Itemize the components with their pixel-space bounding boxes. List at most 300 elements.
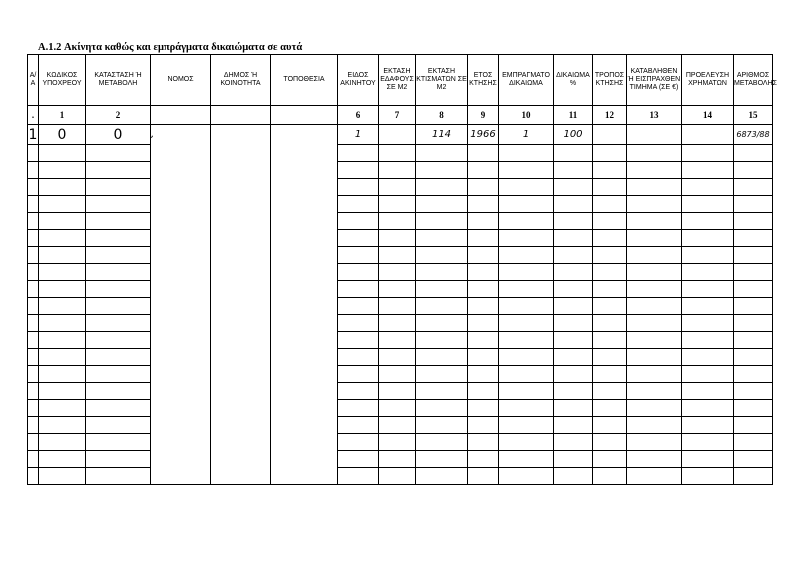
empty-cell[interactable] — [593, 298, 627, 315]
empty-cell[interactable] — [151, 400, 211, 417]
empty-cell[interactable] — [271, 298, 338, 315]
empty-cell[interactable] — [271, 247, 338, 264]
empty-cell[interactable] — [554, 162, 593, 179]
empty-cell[interactable] — [151, 366, 211, 383]
empty-cell[interactable] — [416, 383, 468, 400]
empty-cell[interactable] — [28, 179, 39, 196]
empty-cell[interactable] — [39, 213, 86, 230]
empty-cell[interactable] — [151, 162, 211, 179]
empty-cell[interactable] — [271, 417, 338, 434]
empty-cell[interactable] — [734, 366, 773, 383]
empty-cell[interactable] — [338, 247, 379, 264]
empty-cell[interactable] — [379, 145, 416, 162]
cell-location[interactable] — [271, 125, 338, 145]
empty-cell[interactable] — [28, 383, 39, 400]
empty-cell[interactable] — [593, 468, 627, 485]
empty-cell[interactable] — [499, 179, 554, 196]
empty-cell[interactable] — [151, 315, 211, 332]
empty-cell[interactable] — [151, 383, 211, 400]
empty-cell[interactable] — [28, 281, 39, 298]
empty-cell[interactable] — [28, 196, 39, 213]
empty-cell[interactable] — [379, 230, 416, 247]
empty-cell[interactable] — [338, 213, 379, 230]
empty-cell[interactable] — [86, 383, 151, 400]
cell-funds-origin[interactable] — [682, 125, 734, 145]
empty-cell[interactable] — [379, 179, 416, 196]
empty-cell[interactable] — [682, 264, 734, 281]
empty-cell[interactable] — [338, 434, 379, 451]
empty-cell[interactable] — [416, 315, 468, 332]
empty-cell[interactable] — [379, 247, 416, 264]
empty-cell[interactable] — [338, 162, 379, 179]
empty-cell[interactable] — [468, 468, 499, 485]
empty-cell[interactable] — [682, 451, 734, 468]
cell-change-number[interactable]: 6873/88 — [734, 125, 773, 145]
empty-cell[interactable] — [499, 434, 554, 451]
empty-cell[interactable] — [211, 230, 271, 247]
empty-cell[interactable] — [86, 264, 151, 281]
empty-cell[interactable] — [379, 332, 416, 349]
empty-cell[interactable] — [734, 417, 773, 434]
empty-cell[interactable] — [86, 468, 151, 485]
empty-cell[interactable] — [627, 162, 682, 179]
empty-cell[interactable] — [627, 332, 682, 349]
empty-cell[interactable] — [271, 451, 338, 468]
empty-cell[interactable] — [734, 281, 773, 298]
empty-cell[interactable] — [554, 264, 593, 281]
empty-cell[interactable] — [151, 145, 211, 162]
empty-cell[interactable] — [271, 230, 338, 247]
empty-cell[interactable] — [211, 179, 271, 196]
empty-cell[interactable] — [499, 400, 554, 417]
empty-cell[interactable] — [28, 315, 39, 332]
empty-cell[interactable] — [593, 145, 627, 162]
empty-cell[interactable] — [39, 162, 86, 179]
empty-cell[interactable] — [734, 332, 773, 349]
empty-cell[interactable] — [28, 400, 39, 417]
empty-cell[interactable] — [379, 264, 416, 281]
empty-cell[interactable] — [499, 145, 554, 162]
empty-cell[interactable] — [627, 247, 682, 264]
empty-cell[interactable] — [554, 383, 593, 400]
empty-cell[interactable] — [627, 349, 682, 366]
empty-cell[interactable] — [554, 230, 593, 247]
empty-cell[interactable] — [499, 349, 554, 366]
empty-cell[interactable] — [211, 383, 271, 400]
empty-cell[interactable] — [211, 400, 271, 417]
empty-cell[interactable] — [682, 247, 734, 264]
empty-cell[interactable] — [28, 451, 39, 468]
empty-cell[interactable] — [627, 468, 682, 485]
empty-cell[interactable] — [416, 434, 468, 451]
empty-cell[interactable] — [151, 349, 211, 366]
empty-cell[interactable] — [593, 264, 627, 281]
empty-cell[interactable] — [499, 315, 554, 332]
empty-cell[interactable] — [28, 332, 39, 349]
empty-cell[interactable] — [554, 417, 593, 434]
empty-cell[interactable] — [338, 366, 379, 383]
empty-cell[interactable] — [682, 366, 734, 383]
empty-cell[interactable] — [28, 417, 39, 434]
empty-cell[interactable] — [682, 145, 734, 162]
empty-cell[interactable] — [593, 349, 627, 366]
empty-cell[interactable] — [468, 179, 499, 196]
empty-cell[interactable] — [499, 451, 554, 468]
empty-cell[interactable] — [416, 179, 468, 196]
empty-cell[interactable] — [734, 400, 773, 417]
empty-cell[interactable] — [211, 315, 271, 332]
empty-cell[interactable] — [416, 230, 468, 247]
empty-cell[interactable] — [379, 315, 416, 332]
empty-cell[interactable] — [554, 332, 593, 349]
empty-cell[interactable] — [682, 349, 734, 366]
empty-cell[interactable] — [338, 417, 379, 434]
empty-cell[interactable] — [468, 213, 499, 230]
empty-cell[interactable] — [211, 247, 271, 264]
empty-cell[interactable] — [39, 196, 86, 213]
empty-cell[interactable] — [468, 247, 499, 264]
cell-aa[interactable]: 1 — [28, 126, 38, 143]
empty-cell[interactable] — [734, 349, 773, 366]
empty-cell[interactable] — [734, 162, 773, 179]
empty-cell[interactable] — [338, 400, 379, 417]
empty-cell[interactable] — [211, 451, 271, 468]
empty-cell[interactable] — [271, 349, 338, 366]
empty-cell[interactable] — [734, 434, 773, 451]
empty-cell[interactable] — [593, 247, 627, 264]
cell-obligor-code[interactable]: 0 — [39, 125, 86, 145]
empty-cell[interactable] — [627, 264, 682, 281]
cell-right-percent[interactable]: 100 — [554, 125, 593, 145]
empty-cell[interactable] — [379, 196, 416, 213]
empty-cell[interactable] — [151, 281, 211, 298]
empty-cell[interactable] — [338, 468, 379, 485]
empty-cell[interactable] — [211, 281, 271, 298]
empty-cell[interactable] — [499, 196, 554, 213]
empty-cell[interactable] — [338, 196, 379, 213]
empty-cell[interactable] — [151, 213, 211, 230]
empty-cell[interactable] — [416, 366, 468, 383]
empty-cell[interactable] — [416, 417, 468, 434]
empty-cell[interactable] — [211, 349, 271, 366]
empty-cell[interactable] — [271, 434, 338, 451]
empty-cell[interactable] — [28, 213, 39, 230]
empty-cell[interactable] — [734, 468, 773, 485]
empty-cell[interactable] — [86, 281, 151, 298]
empty-cell[interactable] — [627, 281, 682, 298]
empty-cell[interactable] — [86, 366, 151, 383]
empty-cell[interactable] — [468, 383, 499, 400]
empty-cell[interactable] — [734, 315, 773, 332]
empty-cell[interactable] — [28, 298, 39, 315]
empty-cell[interactable] — [554, 451, 593, 468]
empty-cell[interactable] — [211, 196, 271, 213]
empty-cell[interactable] — [28, 247, 39, 264]
empty-cell[interactable] — [554, 434, 593, 451]
empty-cell[interactable] — [338, 332, 379, 349]
empty-cell[interactable] — [593, 213, 627, 230]
empty-cell[interactable] — [28, 264, 39, 281]
empty-cell[interactable] — [499, 230, 554, 247]
empty-cell[interactable] — [39, 298, 86, 315]
empty-cell[interactable] — [39, 383, 86, 400]
empty-cell[interactable] — [271, 145, 338, 162]
empty-cell[interactable] — [499, 264, 554, 281]
empty-cell[interactable] — [151, 298, 211, 315]
empty-cell[interactable] — [379, 298, 416, 315]
empty-cell[interactable] — [627, 383, 682, 400]
empty-cell[interactable] — [39, 264, 86, 281]
empty-cell[interactable] — [682, 230, 734, 247]
empty-cell[interactable] — [151, 332, 211, 349]
empty-cell[interactable] — [151, 247, 211, 264]
empty-cell[interactable] — [379, 162, 416, 179]
cell-real-right[interactable]: 1 — [499, 125, 554, 145]
empty-cell[interactable] — [86, 145, 151, 162]
empty-cell[interactable] — [86, 298, 151, 315]
empty-cell[interactable] — [338, 281, 379, 298]
cell-prefecture[interactable]: , — [151, 125, 211, 145]
empty-cell[interactable] — [39, 349, 86, 366]
empty-cell[interactable] — [338, 451, 379, 468]
empty-cell[interactable] — [734, 383, 773, 400]
empty-cell[interactable] — [682, 162, 734, 179]
empty-cell[interactable] — [468, 434, 499, 451]
empty-cell[interactable] — [151, 417, 211, 434]
empty-cell[interactable] — [39, 468, 86, 485]
empty-cell[interactable] — [499, 298, 554, 315]
empty-cell[interactable] — [499, 332, 554, 349]
empty-cell[interactable] — [211, 264, 271, 281]
empty-cell[interactable] — [734, 145, 773, 162]
empty-cell[interactable] — [338, 179, 379, 196]
empty-cell[interactable] — [627, 366, 682, 383]
empty-cell[interactable] — [338, 298, 379, 315]
empty-cell[interactable] — [338, 230, 379, 247]
empty-cell[interactable] — [271, 332, 338, 349]
empty-cell[interactable] — [86, 434, 151, 451]
empty-cell[interactable] — [499, 468, 554, 485]
empty-cell[interactable] — [86, 179, 151, 196]
empty-cell[interactable] — [86, 162, 151, 179]
empty-cell[interactable] — [39, 332, 86, 349]
empty-cell[interactable] — [338, 349, 379, 366]
empty-cell[interactable] — [379, 383, 416, 400]
empty-cell[interactable] — [734, 196, 773, 213]
empty-cell[interactable] — [468, 281, 499, 298]
empty-cell[interactable] — [682, 196, 734, 213]
empty-cell[interactable] — [627, 230, 682, 247]
empty-cell[interactable] — [593, 196, 627, 213]
empty-cell[interactable] — [28, 366, 39, 383]
empty-cell[interactable] — [39, 366, 86, 383]
empty-cell[interactable] — [86, 400, 151, 417]
cell-acquisition-year[interactable]: 1966 — [468, 125, 499, 145]
empty-cell[interactable] — [39, 230, 86, 247]
empty-cell[interactable] — [416, 451, 468, 468]
empty-cell[interactable] — [86, 213, 151, 230]
empty-cell[interactable] — [554, 213, 593, 230]
empty-cell[interactable] — [151, 196, 211, 213]
empty-cell[interactable] — [734, 179, 773, 196]
empty-cell[interactable] — [416, 145, 468, 162]
empty-cell[interactable] — [379, 434, 416, 451]
empty-cell[interactable] — [211, 468, 271, 485]
empty-cell[interactable] — [554, 400, 593, 417]
empty-cell[interactable] — [271, 468, 338, 485]
empty-cell[interactable] — [39, 417, 86, 434]
empty-cell[interactable] — [28, 162, 39, 179]
cell-property-type[interactable]: 1 — [338, 125, 379, 145]
empty-cell[interactable] — [554, 179, 593, 196]
empty-cell[interactable] — [593, 315, 627, 332]
empty-cell[interactable] — [416, 281, 468, 298]
empty-cell[interactable] — [682, 332, 734, 349]
empty-cell[interactable] — [468, 145, 499, 162]
empty-cell[interactable] — [271, 264, 338, 281]
empty-cell[interactable] — [682, 315, 734, 332]
empty-cell[interactable] — [86, 332, 151, 349]
empty-cell[interactable] — [28, 349, 39, 366]
empty-cell[interactable] — [416, 162, 468, 179]
empty-cell[interactable] — [416, 264, 468, 281]
empty-cell[interactable] — [28, 145, 39, 162]
empty-cell[interactable] — [682, 179, 734, 196]
empty-cell[interactable] — [682, 417, 734, 434]
empty-cell[interactable] — [627, 400, 682, 417]
empty-cell[interactable] — [627, 213, 682, 230]
empty-cell[interactable] — [734, 230, 773, 247]
empty-cell[interactable] — [468, 366, 499, 383]
empty-cell[interactable] — [86, 247, 151, 264]
empty-cell[interactable] — [554, 349, 593, 366]
empty-cell[interactable] — [211, 162, 271, 179]
empty-cell[interactable] — [682, 468, 734, 485]
empty-cell[interactable] — [593, 162, 627, 179]
cell-building-area[interactable]: 114 — [416, 125, 468, 145]
empty-cell[interactable] — [28, 230, 39, 247]
empty-cell[interactable] — [211, 434, 271, 451]
empty-cell[interactable] — [271, 196, 338, 213]
empty-cell[interactable] — [39, 247, 86, 264]
empty-cell[interactable] — [39, 145, 86, 162]
empty-cell[interactable] — [39, 400, 86, 417]
empty-cell[interactable] — [39, 451, 86, 468]
empty-cell[interactable] — [593, 400, 627, 417]
empty-cell[interactable] — [554, 315, 593, 332]
empty-cell[interactable] — [682, 400, 734, 417]
empty-cell[interactable] — [734, 451, 773, 468]
empty-cell[interactable] — [379, 213, 416, 230]
empty-cell[interactable] — [39, 179, 86, 196]
empty-cell[interactable] — [734, 247, 773, 264]
empty-cell[interactable] — [86, 196, 151, 213]
empty-cell[interactable] — [211, 298, 271, 315]
empty-cell[interactable] — [28, 468, 39, 485]
empty-cell[interactable] — [682, 383, 734, 400]
empty-cell[interactable] — [468, 315, 499, 332]
empty-cell[interactable] — [554, 196, 593, 213]
empty-cell[interactable] — [554, 247, 593, 264]
empty-cell[interactable] — [338, 264, 379, 281]
empty-cell[interactable] — [468, 298, 499, 315]
empty-cell[interactable] — [211, 332, 271, 349]
empty-cell[interactable] — [468, 451, 499, 468]
empty-cell[interactable] — [151, 434, 211, 451]
cell-acquisition-method[interactable] — [593, 125, 627, 145]
empty-cell[interactable] — [627, 196, 682, 213]
empty-cell[interactable] — [379, 400, 416, 417]
empty-cell[interactable] — [499, 417, 554, 434]
empty-cell[interactable] — [86, 451, 151, 468]
empty-cell[interactable] — [416, 400, 468, 417]
empty-cell[interactable] — [468, 230, 499, 247]
empty-cell[interactable] — [271, 366, 338, 383]
empty-cell[interactable] — [734, 298, 773, 315]
empty-cell[interactable] — [271, 400, 338, 417]
empty-cell[interactable] — [682, 281, 734, 298]
empty-cell[interactable] — [151, 179, 211, 196]
empty-cell[interactable] — [86, 230, 151, 247]
empty-cell[interactable] — [338, 383, 379, 400]
empty-cell[interactable] — [338, 145, 379, 162]
empty-cell[interactable] — [734, 213, 773, 230]
empty-cell[interactable] — [211, 417, 271, 434]
empty-cell[interactable] — [379, 451, 416, 468]
empty-cell[interactable] — [593, 366, 627, 383]
empty-cell[interactable] — [211, 213, 271, 230]
empty-cell[interactable] — [593, 451, 627, 468]
empty-cell[interactable] — [499, 281, 554, 298]
empty-cell[interactable] — [593, 434, 627, 451]
empty-cell[interactable] — [39, 281, 86, 298]
empty-cell[interactable] — [627, 434, 682, 451]
empty-cell[interactable] — [379, 468, 416, 485]
cell-land-area[interactable] — [379, 125, 416, 145]
empty-cell[interactable] — [151, 451, 211, 468]
empty-cell[interactable] — [627, 315, 682, 332]
empty-cell[interactable] — [86, 315, 151, 332]
empty-cell[interactable] — [554, 145, 593, 162]
empty-cell[interactable] — [499, 366, 554, 383]
empty-cell[interactable] — [468, 400, 499, 417]
empty-cell[interactable] — [734, 264, 773, 281]
empty-cell[interactable] — [682, 213, 734, 230]
empty-cell[interactable] — [554, 366, 593, 383]
empty-cell[interactable] — [554, 468, 593, 485]
empty-cell[interactable] — [468, 332, 499, 349]
cell-municipality[interactable] — [211, 125, 271, 145]
empty-cell[interactable] — [416, 213, 468, 230]
empty-cell[interactable] — [499, 162, 554, 179]
empty-cell[interactable] — [593, 332, 627, 349]
empty-cell[interactable] — [593, 281, 627, 298]
empty-cell[interactable] — [416, 332, 468, 349]
empty-cell[interactable] — [211, 145, 271, 162]
empty-cell[interactable] — [271, 179, 338, 196]
cell-status[interactable]: 0 — [86, 125, 151, 145]
empty-cell[interactable] — [682, 434, 734, 451]
empty-cell[interactable] — [468, 162, 499, 179]
empty-cell[interactable] — [379, 417, 416, 434]
empty-cell[interactable] — [627, 451, 682, 468]
empty-cell[interactable] — [499, 213, 554, 230]
empty-cell[interactable] — [379, 281, 416, 298]
empty-cell[interactable] — [211, 366, 271, 383]
empty-cell[interactable] — [593, 230, 627, 247]
empty-cell[interactable] — [39, 434, 86, 451]
empty-cell[interactable] — [416, 298, 468, 315]
